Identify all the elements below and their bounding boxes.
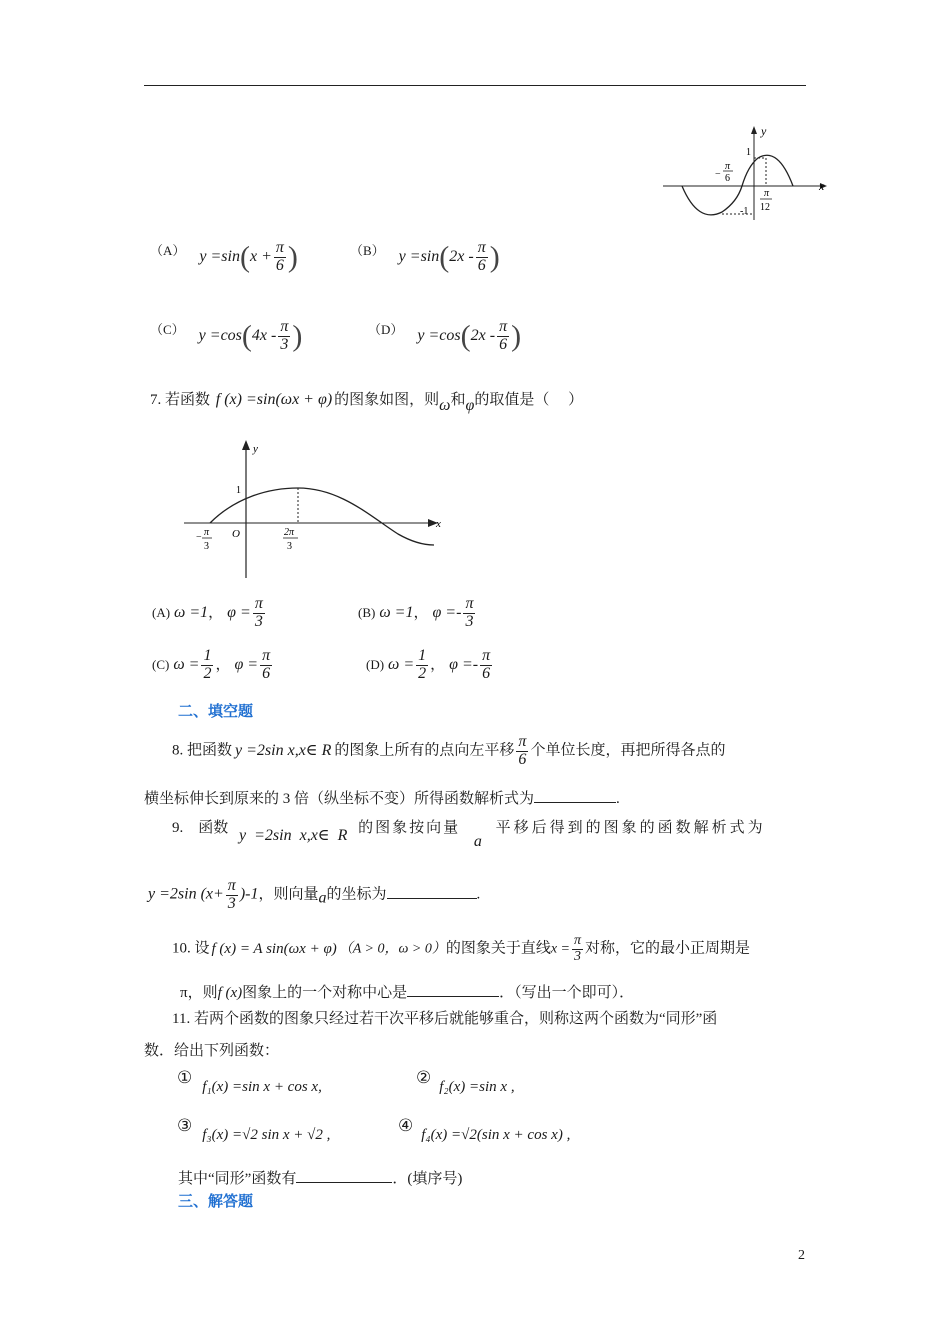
q6-one-label: 1 [746, 147, 751, 158]
q7-origin-label: O [232, 528, 240, 540]
q7-one-label: 1 [236, 485, 241, 496]
q10-line2: π，则f (x)图象上的一个对称中心是 ．（写出一个即可）． [180, 980, 634, 1002]
q6-right-den: 12 [760, 202, 770, 213]
q7-y-label: y [253, 443, 258, 455]
q8-answer-blank[interactable] [534, 786, 616, 803]
q7-stem: 7. 若函数 f (x) =sin(ωx + φ) 的图象如图，则ω和φ的取值是（ ） [150, 391, 584, 414]
q6-left-sign: − [715, 169, 721, 180]
q6-x-label: x [819, 179, 825, 193]
q11-answer-blank[interactable] [296, 1166, 392, 1183]
q11-item-4: ④ f₄(x) =√2(sin x + cos x) , [398, 1116, 571, 1143]
q11-line1: 11. 若两个函数的图象只经过若干次平移后就能够重合，则称这两个函数为“同形”函 [172, 1011, 718, 1027]
q6-option-d: $^{(D)}$ y =cos(2x - $\frac{\pi}{6}$ ) [368, 318, 522, 353]
q8-line1: 8. 把函数 y =2sin x,x∈ R 的图象上所有的点向左平移 $\frac{\pi}{6}$ 个单位长度，再把所得各点的 [172, 733, 726, 768]
q10-answer-blank[interactable] [407, 980, 499, 997]
q6-left-den: 6 [725, 173, 730, 184]
q6-negone-label: -1 [740, 206, 749, 217]
q7-option-b: (B) ω =1， φ =- $\frac{\pi}{3}$ [358, 595, 474, 630]
q7-right-num: 2π [284, 527, 295, 538]
q7-left-sign: − [196, 532, 202, 543]
q6-sine-graph [660, 122, 830, 222]
q6-option-b: $^{(B)}$ y =sin(2x - $\frac{\pi}{6}$ ) [350, 239, 500, 274]
section-heading-solve: 三、解答题 [178, 1192, 254, 1210]
q6-left-num: π [725, 161, 731, 172]
page-number: 2 [798, 1248, 805, 1263]
q6-option-a: $^{(A)}$ y =sin(x + $\frac{\pi}{6}$ ) [150, 239, 298, 274]
q11-item-2: ② f₂(x) =sin x , [416, 1068, 515, 1095]
q7-option-d: (D) ω = $\frac{1}{2}$ ， φ =- $\frac{\pi}{6}$ [366, 647, 491, 682]
q6-option-c: $^{(C)}$ y =cos(4x - $\frac{\pi}{3}$ ) [150, 318, 303, 353]
q7-left-num: π [204, 527, 210, 538]
q7-option-c: (C) ω = $\frac{1}{2}$ ， φ = $\frac{\pi}{6}$ [152, 647, 271, 682]
q6-right-num: π [764, 188, 770, 199]
q6-y-label: y [761, 124, 767, 138]
q9-line2: y =2sin (x+ $\frac{\pi}{3}$ )-1，则向量a的坐标为 . [148, 877, 481, 912]
section-heading-fill-in: 二、填空题 [178, 702, 254, 720]
q7-x-label: x [436, 518, 441, 530]
q9-answer-blank[interactable] [387, 882, 477, 899]
q8-line2: 横坐标伸长到原来的 3 倍（纵坐标不变）所得函数解析式为 . [144, 786, 620, 808]
q11-item-3: ③ f₃(x) =√2 sin x + √2 , [177, 1116, 331, 1143]
header-rule [144, 85, 806, 86]
q9-line1: 9. 函数 y =2sin x,x∈ R 的图象按向量 a 平移后得到的图象的函数解析式为 [172, 820, 766, 850]
q7-left-den: 3 [204, 541, 209, 552]
q11-item-1: ① f₁(x) =sin x + cos x, [177, 1068, 322, 1095]
q11-final-line: 其中“同形”函数有 ．(填序号) [178, 1166, 462, 1188]
q7-sine-graph [180, 436, 450, 581]
q11-line2: 数．给出下列函数： [144, 1043, 280, 1059]
q7-option-a: (A) ω =1， φ = $\frac{\pi}{3}$ [152, 595, 263, 630]
q7-right-den: 3 [287, 541, 292, 552]
q10-line1: 10. 设 f (x) = A sin(ωx + φ) （A > 0，ω > 0）的图象关于直线x = $\frac{\pi}{3}$ 对称，它的最小正周期是 [172, 933, 751, 964]
